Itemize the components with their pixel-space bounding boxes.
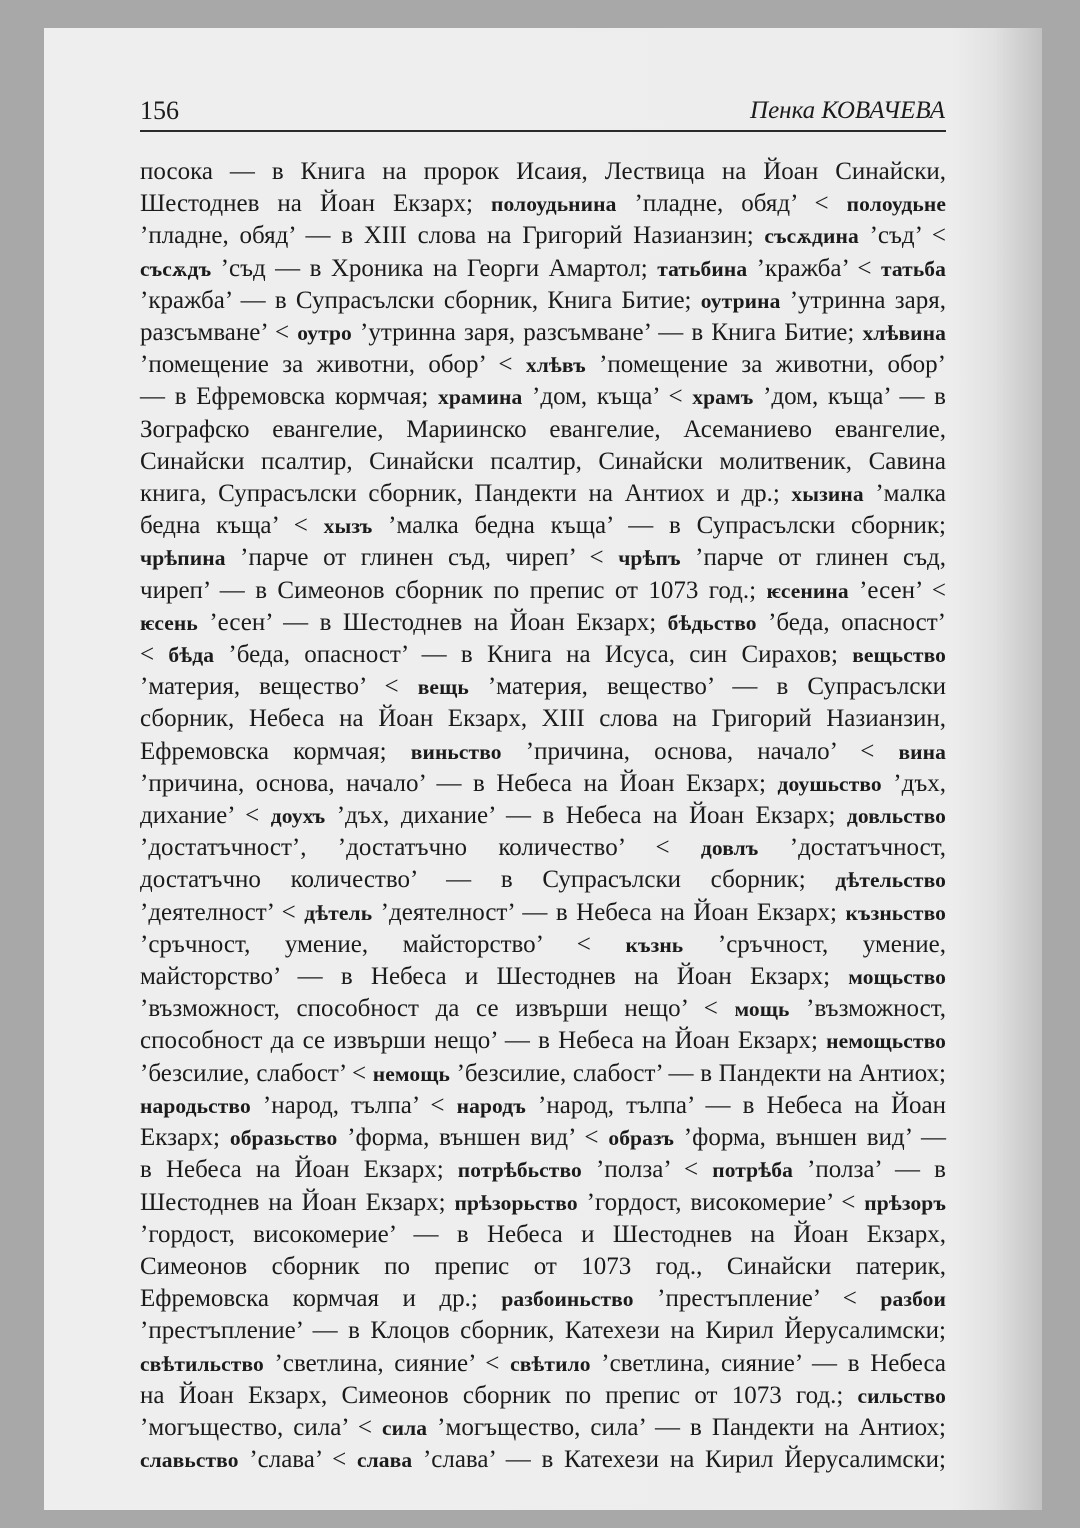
text-segment: на Йоан Екзарх, Симеонов сборник по препис от 1073 год.; [140,1381,858,1409]
text-line [140,1283,946,1315]
ocs-word: бѣдьство [667,610,757,635]
text-segment: ’есен’ < [848,576,946,604]
text-segment: ’дъх, [881,769,946,797]
ocs-word: храмина [438,385,523,410]
text-line [140,253,946,285]
text-line [140,478,946,510]
text-segment: ’пладне, обяд’ — в XIII слова на Григорий Назианзин; [140,222,765,250]
text-line [140,1154,946,1186]
body-text [140,156,946,1476]
text-line [140,188,946,220]
text-segment: ’достатъчност, [758,834,946,862]
text-segment: ’съд — в Хроника на Георги Амартол; [211,254,658,282]
text-segment: ’беда, опасност’ — в Книга на Исуса, син Сирахов; [214,641,853,669]
ocs-word: хызина [791,482,864,507]
text-segment: ’помещение за животни, обор’ < [140,351,526,379]
text-segment: бедна къща’ < [140,512,324,540]
text-segment: ’народ, тълпа’ — в Небеса на Йоан [525,1091,947,1119]
text-segment: ’полза’ — в [792,1156,946,1184]
ocs-word: татьба [880,256,946,281]
ocs-word: образъ [608,1126,674,1151]
ocs-word: образьство [229,1126,338,1151]
text-segment: ’форма, външен вид’ — [673,1124,946,1152]
text-segment: ’дом, къща’ < [522,383,693,411]
text-segment: ’пладне, обяд’ < [616,190,847,218]
ocs-word: полоудьнина [490,192,617,217]
text-line [140,832,946,864]
text-segment: дихание’ < [140,802,271,830]
text-segment: ’достатъчност’, ’достатъчно количество’ < [140,834,701,862]
ocs-word: потрѣбьство [457,1158,582,1183]
text-segment: ’деятелност’ < [140,898,305,926]
text-segment: ’безсилие, слабост’ < [140,1059,373,1087]
ocs-word: свѣтильство [140,1351,264,1376]
ocs-word: оутрина [700,288,781,313]
ocs-word: ѥсень [140,610,198,635]
ocs-word: славьство [140,1448,239,1473]
text-segment: Зографско евангелие, Мариинско евангелие, Асеманиево евангелие, [140,415,946,443]
ocs-word: съсѫдина [764,224,859,249]
text-segment: ’деятелност’ — в Небеса на Йоан Екзарх; [372,898,846,926]
ocs-word: сильство [857,1383,946,1408]
ocs-word: мощь [734,997,790,1022]
text-segment: ’дом, къща’ — в [753,383,946,411]
text-segment: сборник, Небеса на Йоан Екзарх, XIII слова на Григорий Назианзин, [140,705,946,733]
text-line [140,220,946,252]
text-line [140,1025,946,1057]
text-segment: ’съд’ < [858,222,946,250]
ocs-word: хызъ [323,514,373,539]
text-segment: ’слава’ < [238,1446,357,1474]
ocs-word: къзнь [625,932,684,957]
text-segment: Симеонов сборник по препис от 1073 год., Синайски патерик, [140,1252,946,1280]
text-segment: ’утринна заря, разсъмване’ — в Книга Битие; [351,319,863,347]
text-segment: ’възможност, [789,995,946,1023]
text-line [140,156,946,188]
text-segment: ’есен’ — в Шестоднев на Йоан Екзарх; [197,608,668,636]
text-segment: ’утринна заря, [780,286,946,314]
text-segment: способност да се извърши нещо’ — в Небеса на Йоан Екзарх; [140,1027,827,1055]
ocs-word: прѣзоръ [864,1190,946,1215]
text-segment: ’форма, външен вид’ < [337,1124,609,1152]
text-line [140,961,946,993]
ocs-word: татьбина [657,256,748,281]
ocs-word: доухъ [270,804,326,829]
text-segment: ’парче от глинен съд, [680,544,946,572]
text-segment: ’светлина, сияние’ — в Небеса [590,1349,946,1377]
text-line [140,736,946,768]
ocs-word: хлѣвъ [525,353,586,378]
text-segment: ’сръчност, умение, майсторство’ < [140,930,626,958]
text-line [140,575,946,607]
text-segment: разсъмване’ < [140,319,298,347]
text-line [140,381,946,413]
ocs-word: мощьство [848,965,946,990]
text-segment: ’престъпление’ < [633,1285,881,1313]
text-segment: ’могъщество, сила’ — в Пандекти на Антиох; [427,1413,946,1441]
text-line [140,1315,946,1347]
text-line [140,1122,946,1154]
text-line [140,446,946,478]
ocs-word: чрѣпъ [618,546,681,571]
text-segment: Шестоднев на Йоан Екзарх; [140,190,491,218]
text-line [140,639,946,671]
text-line [140,414,946,446]
text-line [140,1251,946,1283]
text-segment: Шестоднев на Йоан Екзарх; [140,1188,455,1216]
ocs-word: вещь [417,675,469,700]
text-line [140,1380,946,1412]
text-segment: ’гордост, високомерие’ — в Небеса и Шестоднев на Йоан Екзарх, [140,1220,946,1248]
ocs-word: дѣтель [304,900,373,925]
text-segment: ’кражба’ — в Супрасълски сборник, Книга Битие; [140,286,701,314]
text-line [140,1444,946,1476]
text-segment: ’парче от глинен съд, чиреп’ < [225,544,619,572]
text-line [140,703,946,735]
text-segment: книга, Супрасълски сборник, Пандекти на Антиох и др.; [140,480,792,508]
text-line [140,671,946,703]
ocs-word: прѣзорьство [454,1190,578,1215]
text-segment: ’материя, вещество’ < [140,673,418,701]
text-line [140,768,946,800]
page-number: 156 [140,96,179,125]
text-line [140,929,946,961]
text-segment: Синайски псалтир, Синайски псалтир, Синайски молитвеник, Савина [140,447,946,475]
ocs-word: бѣда [168,643,215,668]
header-rule [140,130,946,132]
text-line [140,800,946,832]
text-line [140,897,946,929]
ocs-word: разбои [880,1287,946,1312]
text-segment: ’могъщество, сила’ < [140,1413,382,1441]
ocs-word: къзньство [845,900,946,925]
ocs-word: немощьство [826,1029,946,1054]
text-segment: ’кражба’ < [747,254,881,282]
text-segment: ’малка [863,480,946,508]
text-line [140,349,946,381]
text-segment: Ефремовска кормчая и др.; [140,1285,502,1313]
ocs-word: вина [898,739,947,764]
text-segment: ’слава’ — в Катехези на Кирил Йерусалимски; [412,1446,946,1474]
text-segment: ’дъх, дихание’ — в Небеса на Йоан Екзарх; [325,802,847,830]
text-segment: ’полза’ < [581,1156,713,1184]
ocs-word: разбоиньство [501,1287,634,1312]
ocs-word: довльство [846,804,946,829]
text-line [140,1412,946,1444]
ocs-word: свѣтило [510,1351,591,1376]
text-segment: ’материя, вещество’ — в Супрасълски [468,673,946,701]
ocs-word: потрѣба [712,1158,793,1183]
ocs-word: довлъ [700,836,759,861]
text-line [140,542,946,574]
text-line [140,864,946,896]
ocs-word: дѣтельство [835,868,946,893]
ocs-word: вещьство [852,643,946,668]
text-segment: ’гордост, високомерие’ < [577,1188,865,1216]
ocs-word: народъ [456,1093,526,1118]
text-segment: ’сръчност, умение, [683,930,946,958]
text-line [140,993,946,1025]
text-segment: чиреп’ — в Симеонов сборник по препис от 1073 год.; [140,576,767,604]
text-segment: ’безсилие, слабост’ — в Пандекти на Антиох; [449,1059,946,1087]
text-segment: Ефремовска кормчая; [140,737,411,765]
ocs-word: немощь [372,1061,450,1086]
text-segment: ’помещение за животни, обор’ [585,351,946,379]
text-segment: достатъчно количество’ — в Супрасълски сборник; [140,866,836,894]
text-segment: посока — в Книга на пророк Исаия, Лествица на Йоан Синайски, [140,158,946,185]
text-line [140,1219,946,1251]
text-line [140,510,946,542]
ocs-word: хлѣвина [862,321,946,346]
text-line [140,317,946,349]
ocs-word: сила [381,1415,428,1440]
text-segment: ’беда, опасност’ [756,608,946,636]
ocs-word: слава [356,1448,413,1473]
text-segment: < [140,641,169,669]
ocs-word: виньство [410,739,502,764]
text-segment: ’народ, тълпа’ < [250,1091,457,1119]
text-line [140,1058,946,1090]
ocs-word: полоудьне [846,192,946,217]
ocs-word: оутро [297,321,352,346]
text-line [140,607,946,639]
text-segment: ’малка бедна къща’ — в Супрасълски сборник; [372,512,946,540]
ocs-word: доушьство [777,771,882,796]
text-segment: Екзарх; [140,1124,230,1152]
text-segment: ’причина, основа, начало’ < [501,737,899,765]
text-segment: майсторство’ — в Небеса и Шестоднев на Йоан Екзарх; [140,963,849,991]
text-line [140,1090,946,1122]
text-segment: ’възможност, способност да се извърши нещо’ < [140,995,735,1023]
ocs-word: храмъ [692,385,754,410]
text-segment: ’престъпление’ — в Клоцов сборник, Катехези на Кирил Йерусалимски; [140,1317,946,1345]
text-segment: ’светлина, сияние’ < [263,1349,511,1377]
text-line [140,285,946,317]
ocs-word: ѥсенина [766,578,849,603]
ocs-word: съсѫдъ [140,256,212,281]
text-segment: — в Ефремовска кормчая; [140,383,439,411]
ocs-word: чрѣпина [140,546,226,571]
text-segment: ’причина, основа, начало’ — в Небеса на Йоан Екзарх; [140,769,778,797]
running-head: Пенка КОВАЧЕВА [750,97,945,124]
text-line [140,1348,946,1380]
ocs-word: народьство [140,1093,251,1118]
text-line [140,1187,946,1219]
text-segment: в Небеса на Йоан Екзарх; [140,1156,458,1184]
